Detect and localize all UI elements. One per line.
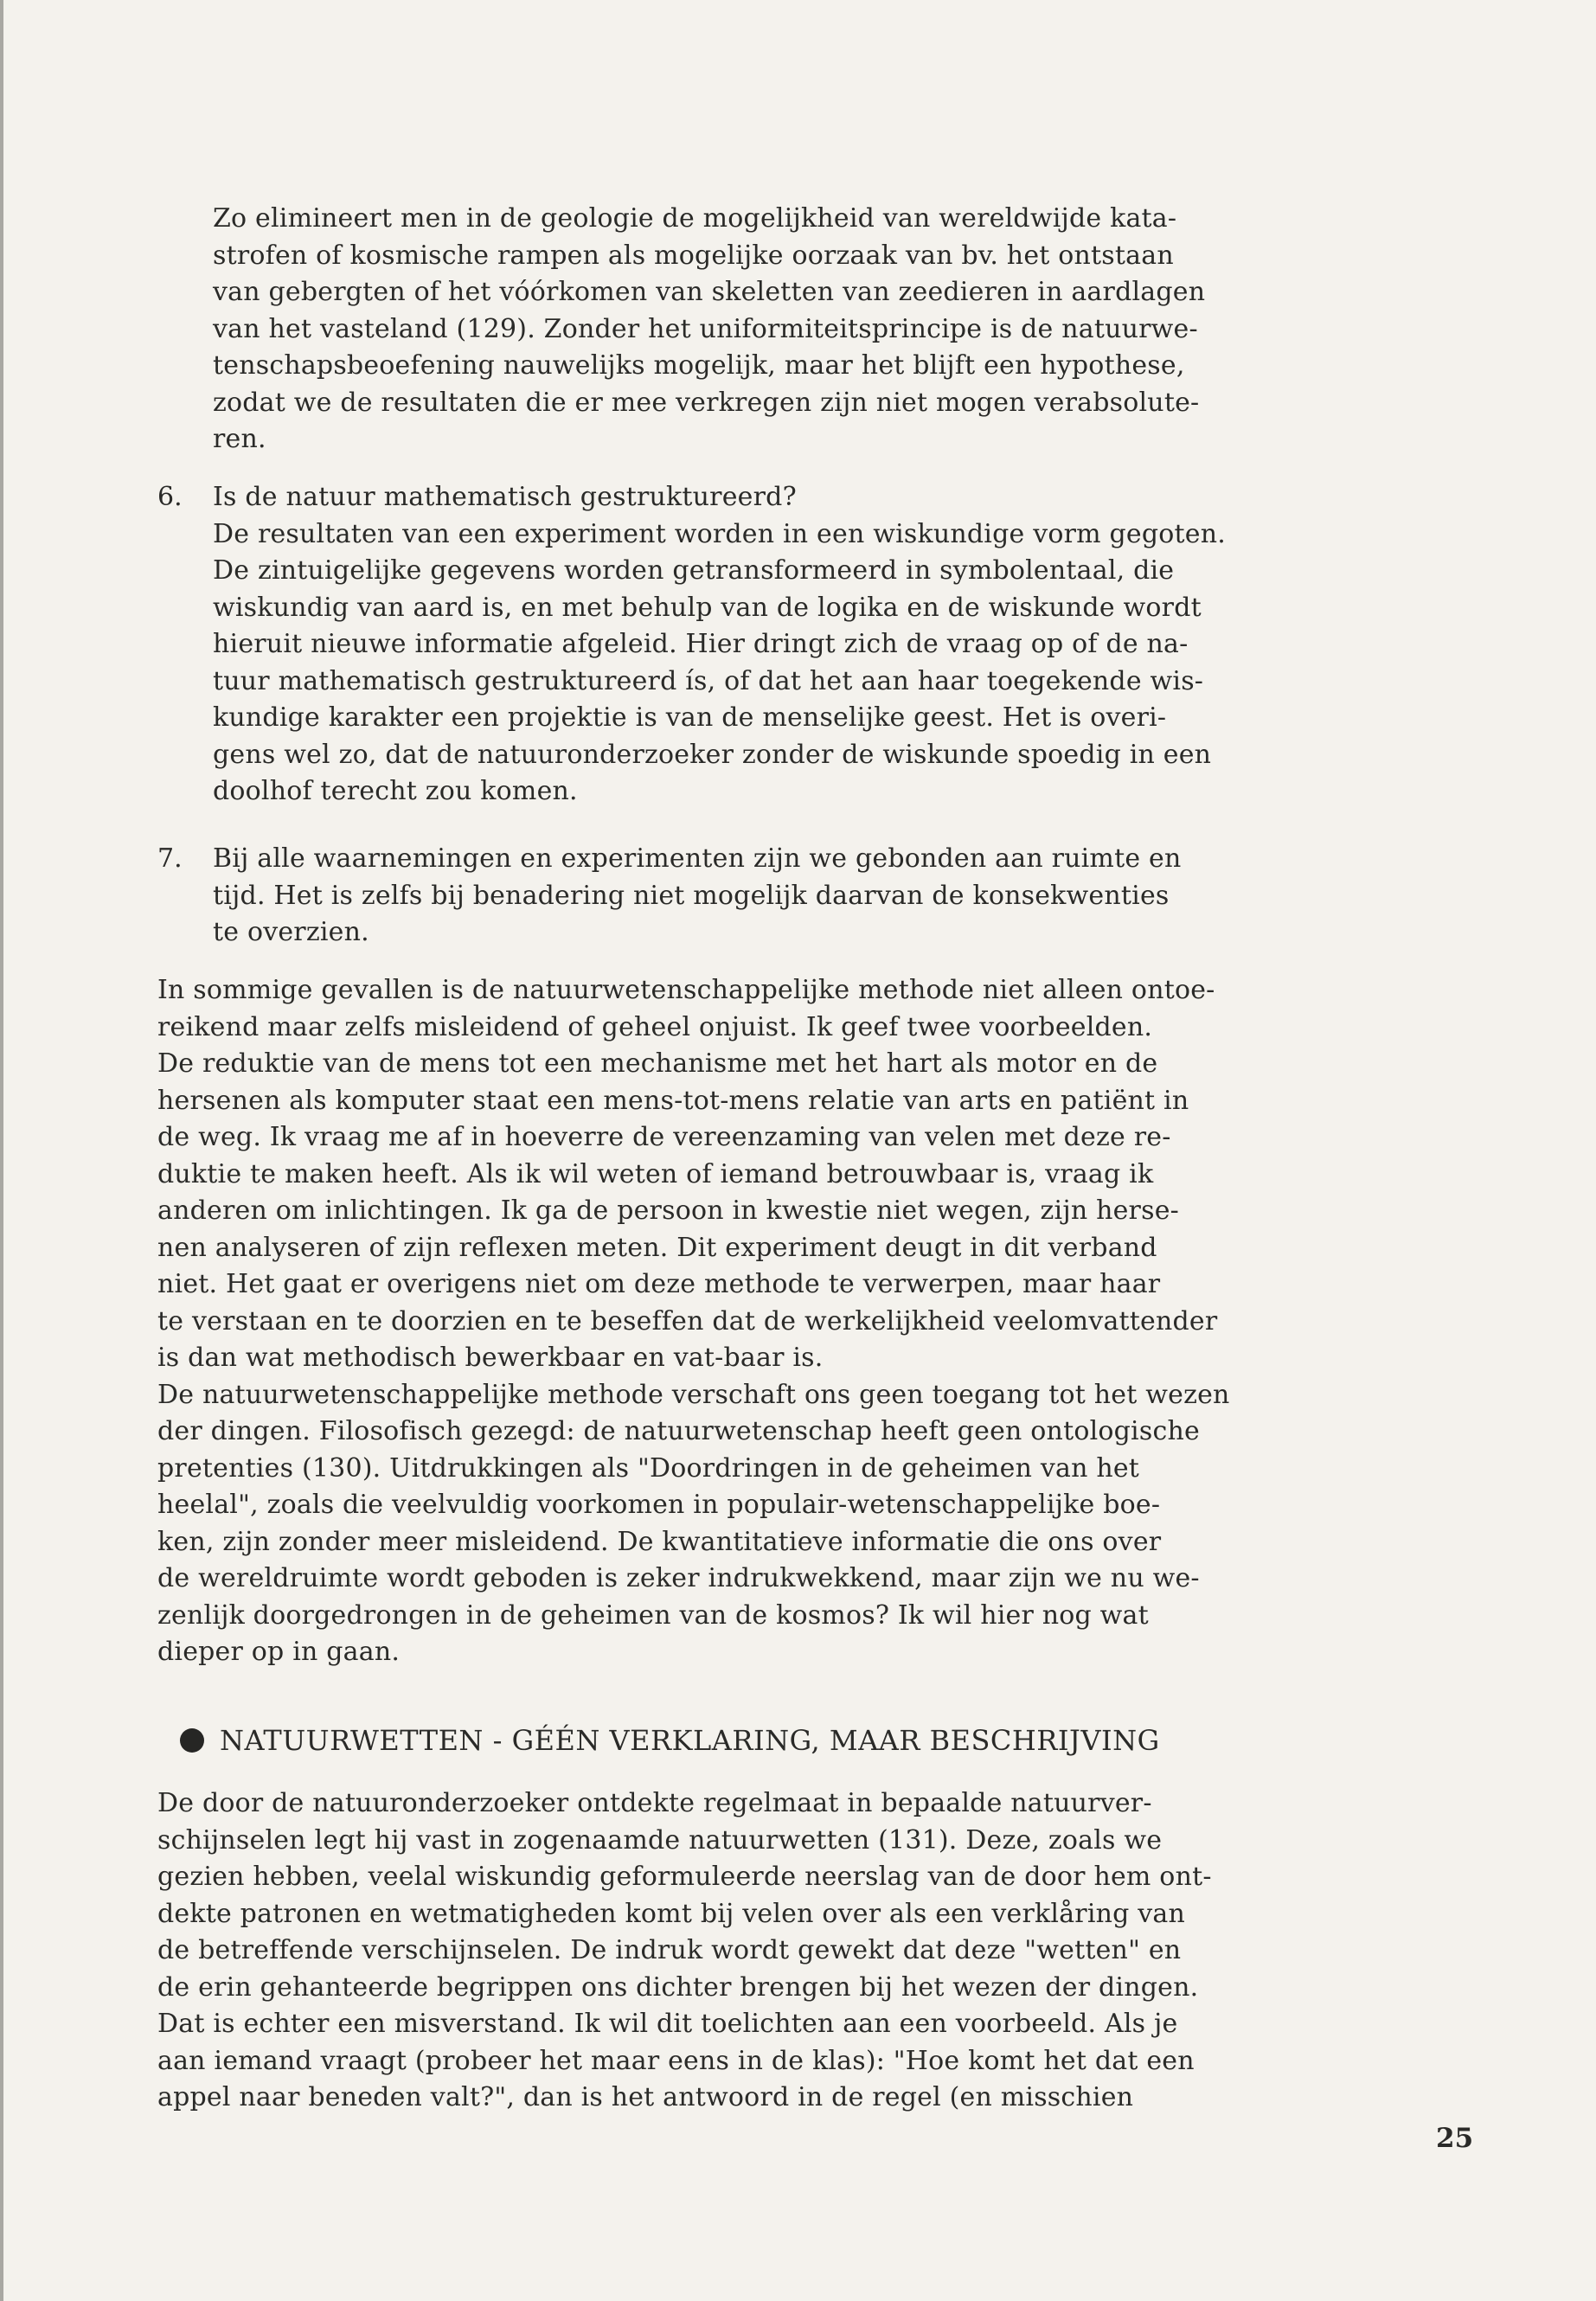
paragraph-line: kundige karakter een projektie is van de menselijke geest. Het is overi-	[213, 702, 1167, 733]
paragraph-line: dekte patronen en wetmatigheden komt bij velen over als een verklåring van	[157, 1898, 1186, 1929]
paragraph-line: pretenties (130). Uitdrukkingen als "Doordringen in de geheimen van het	[157, 1452, 1140, 1484]
paragraph-line: zodat we de resultaten die er mee verkregen zijn niet mogen verabsolute-	[213, 387, 1200, 418]
paragraph-line: tijd. Het is zelfs bij benadering niet mogelijk daarvan de konsekwenties	[213, 880, 1170, 911]
paragraph-line: tuur mathematisch gestruktureerd ís, of dat het aan haar toegekende wis-	[213, 665, 1204, 696]
section-heading	[180, 1721, 1160, 1760]
paragraph-line: anderen om inlichtingen. Ik ga de persoon in kwestie niet wegen, zijn herse-	[157, 1195, 1179, 1226]
list-number: 6.	[157, 482, 183, 512]
paragraph-line: van gebergten of het vóórkomen van skeletten van zeedieren in aardlagen	[213, 277, 1206, 307]
bullet-icon	[180, 1728, 204, 1753]
paragraph-line: appel naar beneden valt?", dan is het antwoord in de regel (en misschien	[157, 2082, 1134, 2112]
paragraph-line: Dat is echter een misverstand. Ik wil dit toelichten aan een voorbeeld. Als je	[157, 2009, 1178, 2039]
list-number: 7.	[157, 843, 183, 874]
paragraph-line: De reduktie van de mens tot een mechanisme met het hart als motor en de	[157, 1048, 1158, 1079]
paragraph-line: hersenen als komputer staat een mens-tot-mens relatie van arts en patiënt in	[157, 1085, 1189, 1116]
paragraph-line: ken, zijn zonder meer misleidend. De kwantitatieve informatie die ons over	[157, 1526, 1162, 1557]
page-number: 25	[1436, 2123, 1474, 2154]
paragraph-line: Is de natuur mathematisch gestruktureerd?	[213, 482, 797, 512]
paragraph-line: tenschapsbeoefening nauwelijks mogelijk, maar het blijft een hypothese,	[213, 350, 1185, 381]
scan-edge	[0, 0, 3, 2301]
section-heading-text: NATUURWETTEN - GÉÉN VERKLARING, MAAR BESCHRIJVING	[220, 1724, 1160, 1757]
paragraph-line: De door de natuuronderzoeker ontdekte regelmaat in bepaalde natuurver-	[157, 1788, 1152, 1818]
paragraph-line: duktie te maken heeft. Als ik wil weten of iemand betrouwbaar is, vraag ik	[157, 1158, 1154, 1189]
paragraph-line: strofen of kosmische rampen als mogelijke oorzaak van bv. het ontstaan	[213, 240, 1174, 271]
body-paragraph	[157, 972, 1472, 1671]
paragraph-line: gens wel zo, dat de natuuronderzoeker zonder de wiskunde spoedig in een	[213, 739, 1212, 770]
intro-paragraph	[213, 201, 1476, 458]
paragraph-line: de erin gehanteerde begrippen ons dichter brengen bij het wezen der dingen.	[157, 1971, 1199, 2003]
paragraph-line: de weg. Ik vraag me af in hoeverre de vereenzaming van velen met deze re-	[157, 1122, 1171, 1152]
paragraph-line: niet. Het gaat er overigens niet om deze methode te verwerpen, maar haar	[157, 1269, 1161, 1299]
paragraph-line: heelal", zoals die veelvuldig voorkomen in populair-wetenschappelijke boe-	[157, 1490, 1161, 1520]
paragraph-line: schijnselen legt hij vast in zogenaamde natuurwetten (131). Deze, zoals we	[157, 1824, 1163, 1856]
paragraph-line: der dingen. Filosofisch gezegd: de natuurwetenschap heeft geen ontologische	[157, 1416, 1200, 1446]
paragraph-line: doolhof terecht zou komen.	[213, 776, 578, 806]
list-item-body	[213, 479, 1476, 811]
paragraph-line: de betreffende verschijnselen. De indruk wordt gewekt dat deze "wetten" en	[157, 1935, 1182, 1965]
paragraph-line: te verstaan en te doorzien en te beseffen dat de werkelijkheid veelomvattender	[157, 1305, 1218, 1336]
body-paragraph-2	[157, 1785, 1472, 2080]
paragraph-line: gezien hebben, veelal wiskundig geformuleerde neerslag van de door hem ont-	[157, 1862, 1212, 1892]
paragraph-line: reikend maar zelfs misleidend of geheel onjuist. Ik geef twee voorbeelden.	[157, 1011, 1153, 1042]
paragraph-line: wiskundig van aard is, en met behulp van de logika en de wiskunde wordt	[213, 592, 1202, 623]
paragraph-line: De natuurwetenschappelijke methode verschaft ons geen toegang tot het wezen	[157, 1379, 1230, 1410]
paragraph-line: de wereldruimte wordt geboden is zeker indrukwekkend, maar zijn we nu we-	[157, 1563, 1200, 1593]
paragraph-line: aan iemand vraagt (probeer het maar eens in de klas): "Hoe komt het dat een	[157, 2045, 1195, 2076]
paragraph-line: De zintuigelijke gegevens worden getransformeerd in symbolentaal, die	[213, 555, 1175, 586]
list-item-body	[213, 841, 1476, 952]
list-item-7	[157, 841, 1472, 953]
paragraph-line: is dan wat methodisch bewerkbaar en vat-baar is.	[157, 1343, 824, 1373]
list-item-6	[157, 479, 1472, 825]
paragraph-line: dieper op in gaan.	[157, 1637, 401, 1667]
paragraph-line: Bij alle waarnemingen en experimenten zijn we gebonden aan ruimte en	[213, 843, 1182, 874]
paragraph-line: te overzien.	[213, 917, 369, 947]
paragraph-line: zenlijk doorgedrongen in de geheimen van de kosmos? Ik wil hier nog wat	[157, 1599, 1149, 1631]
paragraph-line: Zo elimineert men in de geologie de mogelijkheid van wereldwijde kata-	[213, 203, 1177, 234]
paragraph-line: nen analyseren of zijn reflexen meten. Dit experiment deugt in dit verband	[157, 1232, 1157, 1263]
paragraph-line: De resultaten van een experiment worden in een wiskundige vorm gegoten.	[213, 518, 1227, 549]
paragraph-line: van het vasteland (129). Zonder het uniformiteitsprincipe is de natuurwe-	[213, 313, 1198, 344]
paragraph-line: hieruit nieuwe informatie afgeleid. Hier dringt zich de vraag op of de na-	[213, 629, 1189, 659]
paragraph-line: ren.	[213, 424, 266, 454]
paragraph-line: In sommige gevallen is de natuurwetenschappelijke methode niet alleen ontoe-	[157, 975, 1215, 1005]
